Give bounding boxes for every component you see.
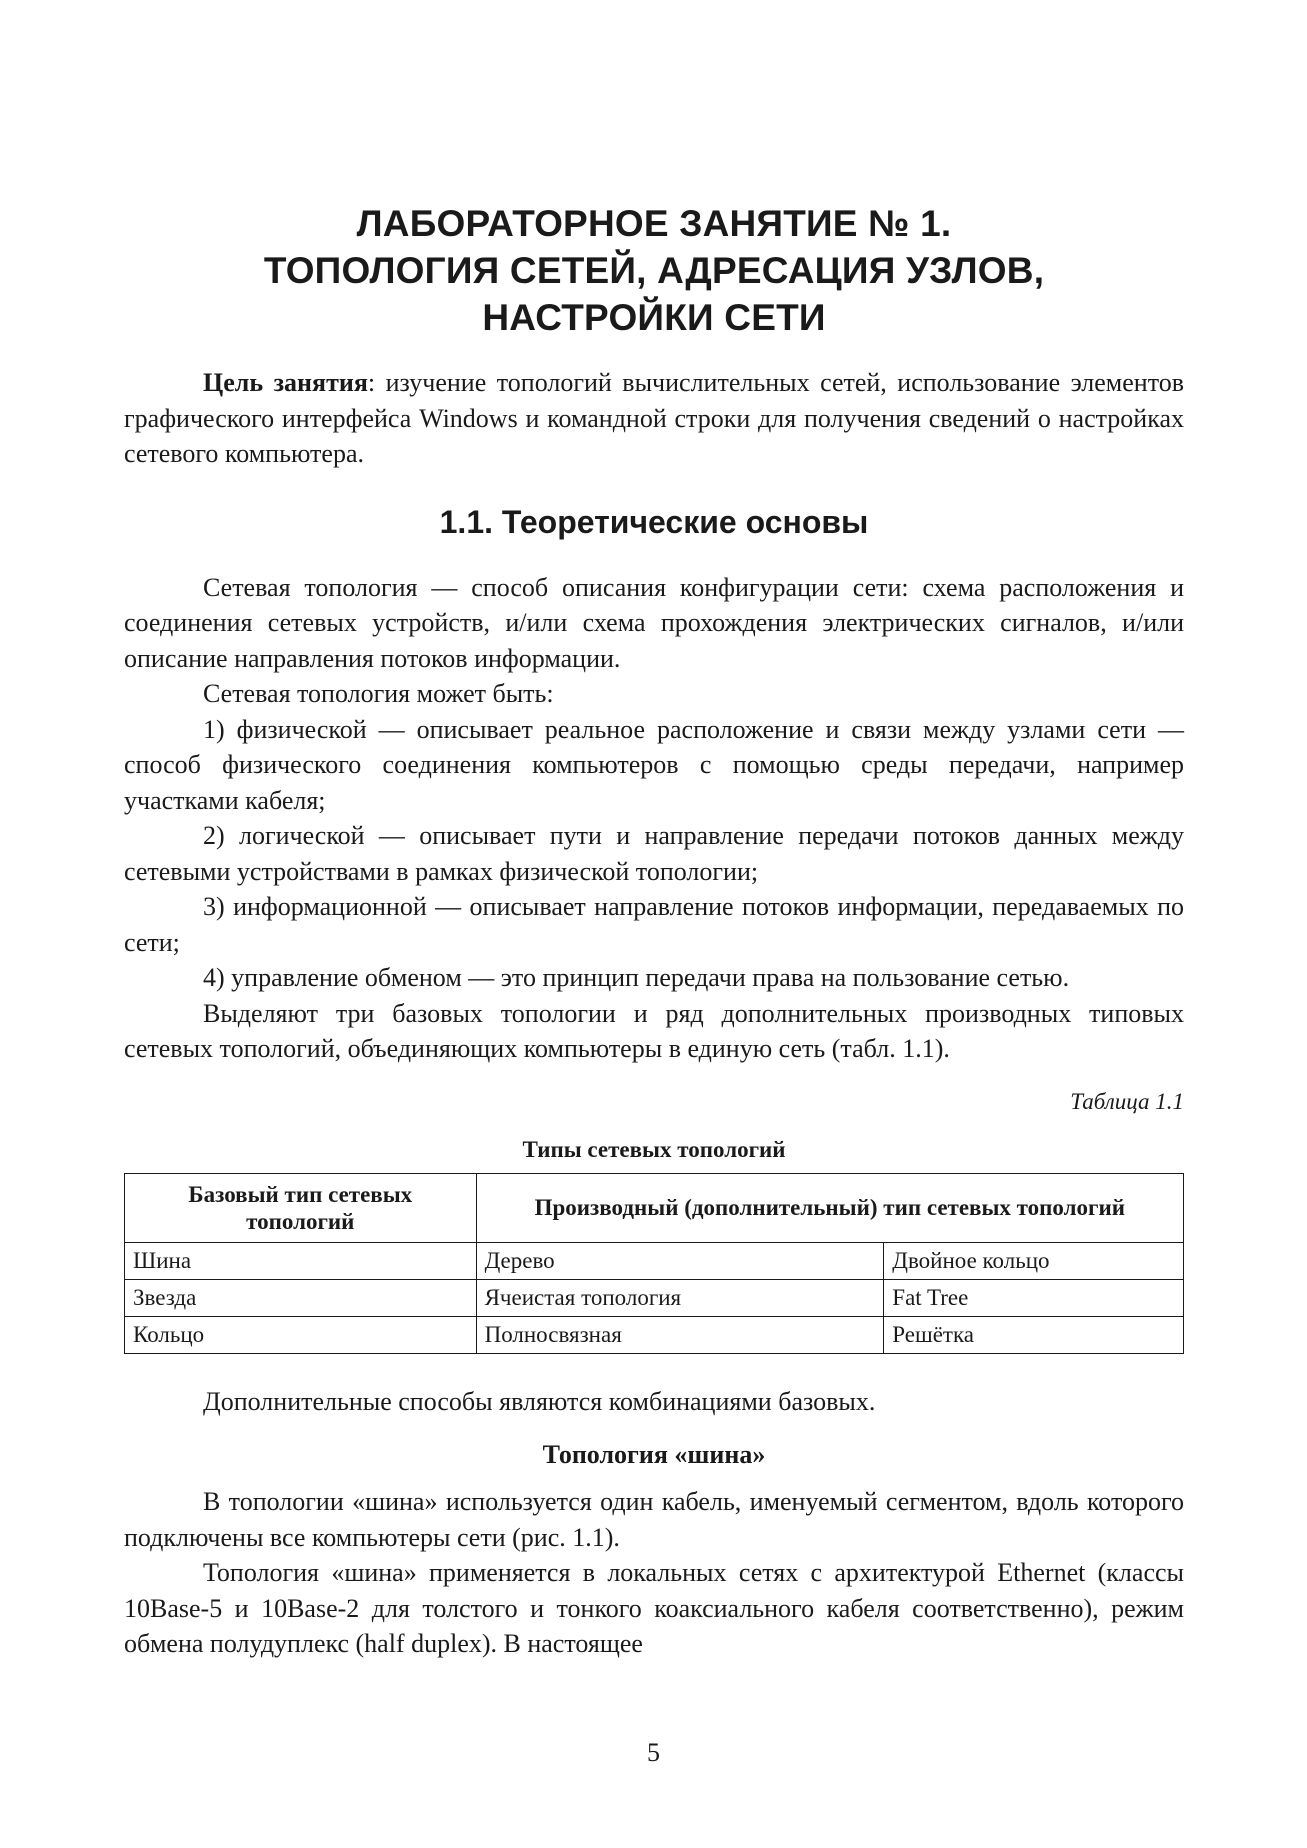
paragraph-bus-definition: В топологии «шина» используется один кабель, именуемый сегментом, вдоль которого подключены все компьютеры сети (рис. 1.1). <box>124 1487 1184 1552</box>
table-cell: Решётка <box>884 1316 1184 1353</box>
title-line-2: ТОПОЛОГИЯ СЕТЕЙ, АДРЕСАЦИЯ УЗЛОВ, <box>263 250 1045 291</box>
goal-label: Цель занятия <box>203 368 368 397</box>
list-item: 4) управление обменом — это принцип передачи права на пользование сетью. <box>203 963 1070 992</box>
paragraph-types-intro: Сетевая топология может быть: <box>203 679 554 708</box>
table-cell: Fat Tree <box>884 1279 1184 1316</box>
table-cell: Двойное кольцо <box>884 1242 1184 1279</box>
table-number: Таблица 1.1 <box>1070 1088 1184 1114</box>
list-item: 2) логической — описывает пути и направление передачи потоков данных между сетевыми устройствами в рамках физической топологии; <box>124 821 1184 886</box>
header-derived-type: Производный (дополнительный) тип сетевых топологий <box>476 1173 1183 1242</box>
header-base-type: Базовый тип сетевых топологий <box>125 1173 477 1242</box>
table-cell: Кольцо <box>125 1316 477 1353</box>
bus-topology-heading: Топология «шина» <box>542 1440 766 1469</box>
table-row <box>125 1316 1184 1353</box>
paragraph-combinations: Дополнительные способы являются комбинациями базовых. <box>203 1386 876 1416</box>
table-cell: Дерево <box>476 1242 884 1279</box>
table-title: Типы сетевых топологий <box>522 1136 786 1162</box>
table-cell: Шина <box>125 1242 477 1279</box>
table-cell: Полносвязная <box>476 1316 884 1353</box>
paragraph-base-topologies: Выделяют три базовых топологии и ряд дополнительных производных типовых сетевых топологий, объединяющих компьютеры в единую сеть (табл. 1.1). <box>124 998 1184 1063</box>
list-item: 3) информационной — описывает направление потоков информации, передаваемых по сети; <box>124 892 1184 957</box>
document-page <box>124 200 1184 1662</box>
goal-paragraph <box>124 365 1184 472</box>
paragraph-bus-usage: Топология «шина» применяется в локальных сетях с архитектурой Ethernet (классы 10Base-5 и 10Base-2 для толстого и тонкого коаксиального кабеля соответственно), режим обмена полудуплекс (half duplex). В настоящее <box>124 1558 1184 1658</box>
goal-text: : изучение топологий вычислительных сетей, использование элементов графического интерфейса Windows и командной строки для получения сведений о настройках сетевого компьютера. <box>124 368 1185 468</box>
table-cell: Звезда <box>125 1279 477 1316</box>
page-number: 5 <box>647 1738 660 1767</box>
table-row <box>125 1242 1184 1279</box>
list-item: 1) физической — описывает реальное расположение и связи между узлами сети — способ физического соединения компьютеров с помощью среды передачи, например участками кабеля; <box>124 714 1184 815</box>
title-line-3: НАСТРОЙКИ СЕТИ <box>482 297 826 338</box>
table-header-row <box>125 1173 1184 1242</box>
page-title <box>124 200 1184 341</box>
topology-table <box>124 1173 1184 1354</box>
title-line-1: ЛАБОРАТОРНОЕ ЗАНЯТИЕ № 1. <box>356 203 952 244</box>
table-cell: Ячеистая топология <box>476 1279 884 1316</box>
section-heading: 1.1. Теоретические основы <box>439 503 869 540</box>
table-row <box>125 1279 1184 1316</box>
paragraph-definition: Сетевая топология — способ описания конфигурации сети: схема расположения и соединения сетевых устройств, и/или схема прохождения электрических сигналов, и/или описание направления потоков информации. <box>124 572 1184 673</box>
